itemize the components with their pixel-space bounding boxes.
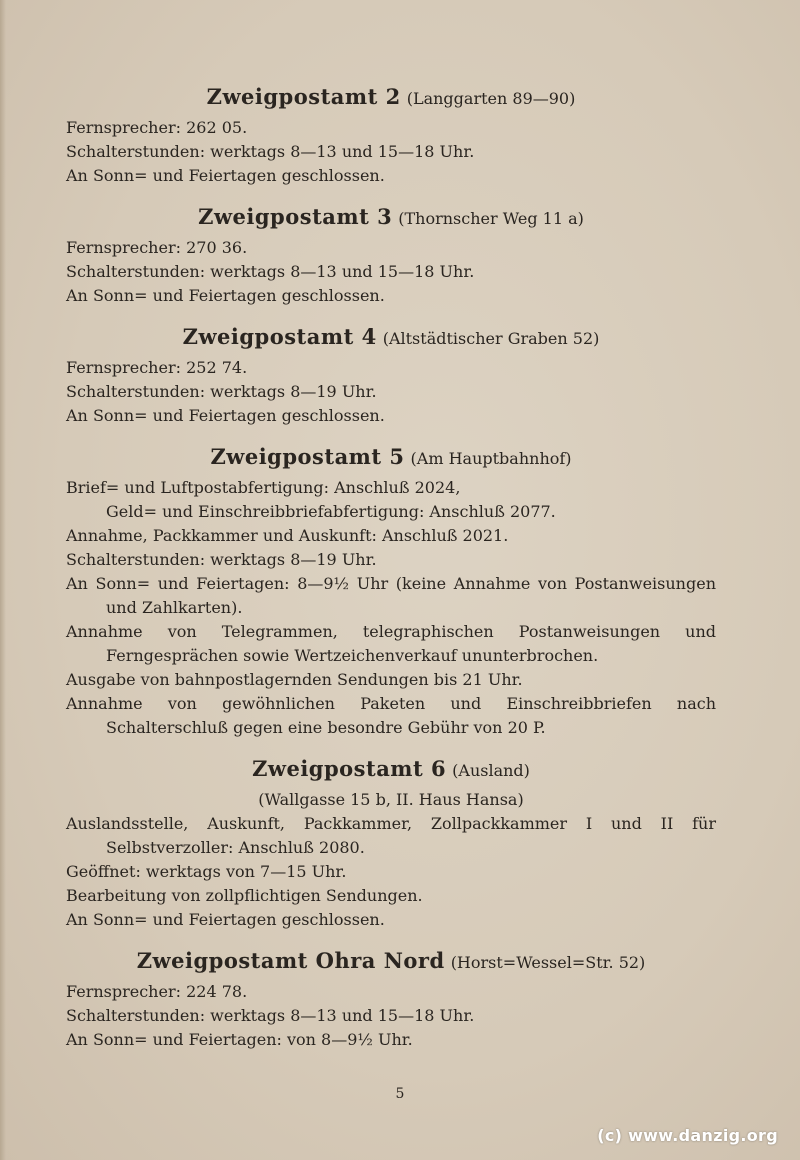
- auslands-line: Auslandsstelle, Auskunft, Packkammer, Zollpackkammer I und II für Selbstverzoller: Anschluß 2080.: [66, 814, 716, 857]
- office-name: Zweigpostamt 6: [252, 756, 447, 781]
- hours-line: Schalterstunden: werktags 8—13 und 15—18 Uhr.: [66, 262, 475, 281]
- office-location: (Am Hauptbahnhof): [410, 449, 572, 468]
- office-name: Zweigpostamt Ohra Nord: [136, 948, 445, 973]
- office-address: (Wallgasse 15 b, II. Haus Hansa): [258, 790, 524, 809]
- document-body: [66, 80, 716, 1064]
- annahme-line: Annahme, Packkammer und Auskunft: Anschluß 2021.: [66, 526, 509, 545]
- section-heading: [66, 200, 716, 236]
- office-name: Zweigpostamt 3: [198, 204, 393, 229]
- bearbeitung-line: Bearbeitung von zollpflichtigen Sendungen.: [66, 886, 423, 905]
- office-location: (Horst=Wessel=Str. 52): [450, 953, 646, 972]
- phone-line: Fernsprecher: 270 36.: [66, 238, 248, 257]
- section-heading: [66, 752, 716, 788]
- watermark: (c) www.danzig.org: [597, 1126, 778, 1145]
- phone-line: Fernsprecher: 252 74.: [66, 358, 248, 377]
- holiday-line: An Sonn= und Feiertagen geschlossen.: [66, 166, 385, 185]
- holiday-line: An Sonn= und Feiertagen geschlossen.: [66, 406, 385, 425]
- holiday-line: An Sonn= und Feiertagen: 8—9½ Uhr (keine Annahme von Postanweisungen und Zahlkarten).: [66, 574, 716, 617]
- section-zweigpostamt-5: [66, 440, 716, 740]
- section-zweigpostamt-6: [66, 752, 716, 932]
- hours-line: Schalterstunden: werktags 8—19 Uhr.: [66, 550, 377, 569]
- hours-line: Schalterstunden: werktags 8—19 Uhr.: [66, 382, 377, 401]
- geld-line: Geld= und Einschreibbriefabfertigung: Anschluß 2077.: [106, 502, 556, 521]
- section-heading: [66, 944, 716, 980]
- section-zweigpostamt-4: [66, 320, 716, 428]
- section-zweigpostamt-ohra-nord: [66, 944, 716, 1052]
- brief-line: Brief= und Luftpostabfertigung: Anschluß 2024,: [66, 478, 461, 497]
- phone-line: Fernsprecher: 262 05.: [66, 118, 248, 137]
- opening-line: Geöffnet: werktags von 7—15 Uhr.: [66, 862, 347, 881]
- section-heading: [66, 80, 716, 116]
- office-name: Zweigpostamt 2: [206, 84, 401, 109]
- office-location: (Ausland): [452, 761, 530, 780]
- holiday-line: An Sonn= und Feiertagen: von 8—9½ Uhr.: [66, 1030, 413, 1049]
- hours-line: Schalterstunden: werktags 8—13 und 15—18 Uhr.: [66, 142, 475, 161]
- holiday-line: An Sonn= und Feiertagen geschlossen.: [66, 286, 385, 305]
- pakete-line: Annahme von gewöhnlichen Paketen und Einschreibbriefen nach Schalterschluß gegen eine besondre Gebühr von 20 P.: [66, 694, 716, 737]
- office-location: (Thornscher Weg 11 a): [398, 209, 584, 228]
- section-zweigpostamt-3: [66, 200, 716, 308]
- office-name: Zweigpostamt 5: [210, 444, 405, 469]
- office-name: Zweigpostamt 4: [182, 324, 377, 349]
- hours-line: Schalterstunden: werktags 8—13 und 15—18 Uhr.: [66, 1006, 475, 1025]
- holiday-line: An Sonn= und Feiertagen geschlossen.: [66, 910, 385, 929]
- page-number: 5: [395, 1086, 405, 1102]
- section-heading: [66, 320, 716, 356]
- section-zweigpostamt-2: [66, 80, 716, 188]
- page-edge: [0, 0, 6, 1160]
- office-location: (Altstädtischer Graben 52): [382, 329, 600, 348]
- section-heading: [66, 440, 716, 476]
- ausgabe-line: Ausgabe von bahnpostlagernden Sendungen bis 21 Uhr.: [66, 670, 523, 689]
- phone-line: Fernsprecher: 224 78.: [66, 982, 248, 1001]
- telegram-line: Annahme von Telegrammen, telegraphischen Postanweisungen und Ferngesprächen sowie Wertzeichenverkauf ununterbrochen.: [66, 622, 716, 665]
- office-location: (Langgarten 89—90): [406, 89, 576, 108]
